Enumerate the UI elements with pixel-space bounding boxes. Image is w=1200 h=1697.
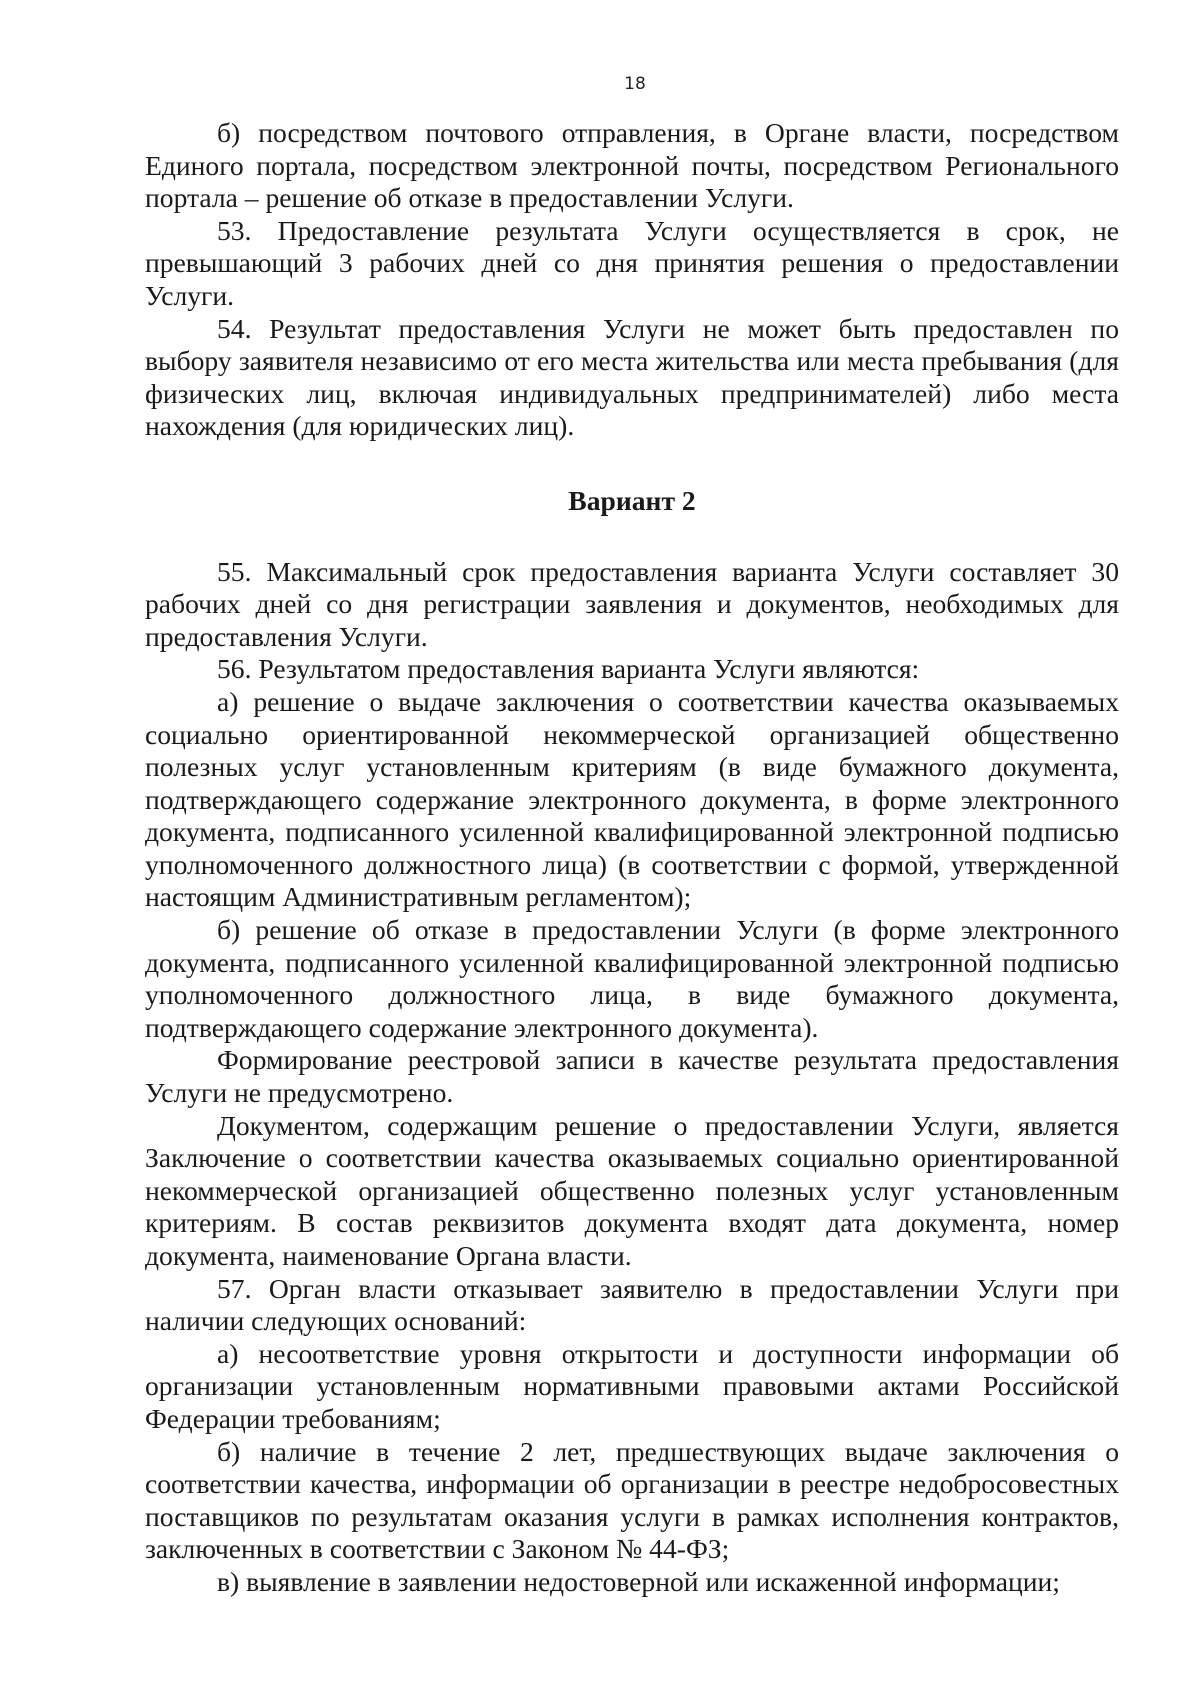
page-number: 18 [624,74,646,94]
section-heading: Вариант 2 [568,484,696,516]
paragraph-55: 55. Максимальный срок предоставления варианта Услуги составляет 30 рабочих дней со дня регистрации заявления и документов, необходимых для предоставления Услуги. [145,555,1119,652]
paragraph-56: 56. Результатом предоставления варианта Услуги являются: [217,653,920,685]
paragraph-57-a: а) несоответствие уровня открытости и доступности информации об организации установленным нормативными правовыми актами Российской Федерации требованиям; [145,1337,1119,1434]
paragraph-registry-record: Формирование реестровой записи в качестве результата предоставления Услуги не предусмотрено. [145,1044,1119,1109]
document-body [145,117,1119,1599]
paragraph-57: 57. Орган власти отказывает заявителю в предоставлении Услуги при наличии следующих оснований: [145,1272,1119,1337]
paragraph-57-b: б) наличие в течение 2 лет, предшествующих выдаче заключения о соответствии качества, информации об организации в реестре недобросовестных поставщиков по результатам оказания услуги в рамках исполнения контрактов, заключенных в соответствии с Законом № 44-ФЗ; [145,1435,1119,1565]
paragraph-56-a: а) решение о выдаче заключения о соответствии качества оказываемых социально ориентированной некоммерческой организацией общественно полезных услуг установленным критериям (в виде бумажного документа, подтверждающего содержание электронного документа, в форме электронного документа, подписанного усиленной квалифицированной электронной подписью уполномоченного должностного лица) (в соответствии с формой, утвержденной настоящим Административным регламентом); [145,685,1119,913]
paragraph-delivery-methods: б) посредством почтового отправления, в Органе власти, посредством Единого портала, посредством электронной почты, посредством Регионального портала – решение об отказе в предоставлении Услуги. [145,117,1119,214]
paragraph-56-b: б) решение об отказе в предоставлении Услуги (в форме электронного документа, подписанного усиленной квалифицированной электронной подписью уполномоченного должностного лица, в виде бумажного документа, подтверждающего содержание электронного документа). [145,914,1119,1043]
paragraph-53: 53. Предоставление результата Услуги осуществляется в срок, не превышающий 3 рабочих дней со дня принятия решения о предоставлении Услуги. [145,214,1119,311]
paragraph-decision-document: Документом, содержащим решение о предоставлении Услуги, является Заключение о соответствии качества оказываемых социально ориентированной некоммерческой организацией общественно полезных услуг установленным критериям. В состав реквизитов документа входят дата документа, номер документа, наименование Органа власти. [145,1109,1119,1271]
paragraph-54: 54. Результат предоставления Услуги не может быть предоставлен по выбору заявителя независимо от его места жительства или места пребывания (для физических лиц, включая индивидуальных предпринимателей) либо места нахождения (для юридических лиц). [145,312,1119,442]
paragraph-57-v: в) выявление в заявлении недостоверной или искаженной информации; [217,1565,1060,1597]
